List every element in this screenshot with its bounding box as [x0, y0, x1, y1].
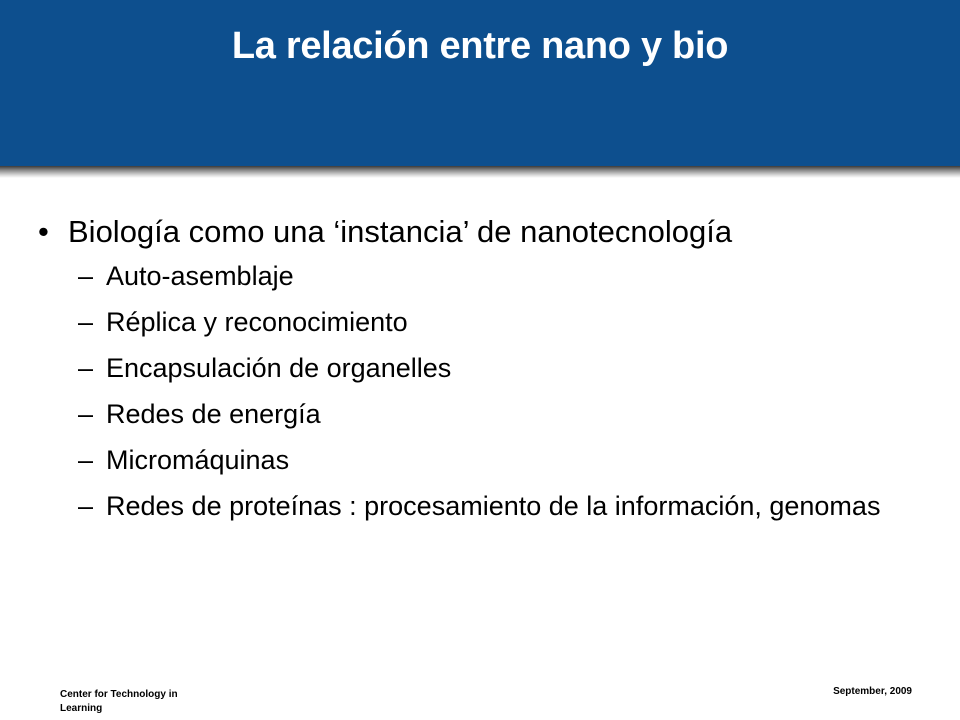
- main-bullet-text: Biología como una ‘instancia’ de nanotecnología: [68, 214, 733, 249]
- sub-bullet-item: [78, 350, 918, 386]
- footer-organization: Center for Technology in Learning: [60, 689, 178, 714]
- sub-bullet-item: [78, 442, 918, 478]
- sub-bullet-item: [78, 488, 918, 524]
- footer-date: September, 2009: [833, 686, 912, 697]
- sub-bullet-text: Micromáquinas: [106, 445, 290, 475]
- sub-bullet-item: [78, 396, 918, 432]
- sub-bullet-text: Redes de proteínas : procesamiento de la información, genomas: [106, 491, 881, 521]
- sub-bullet-text: Redes de energía: [106, 399, 321, 429]
- sub-bullet-list: [38, 258, 918, 524]
- slide-title: La relación entre nano y bio: [231, 25, 729, 67]
- sub-bullet-text: Réplica y reconocimiento: [106, 307, 408, 337]
- sub-bullet-text: Encapsulación de organelles: [106, 353, 452, 383]
- dash-marker: –: [78, 491, 94, 521]
- title-bar-shadow: [0, 166, 960, 178]
- slide-content: [38, 212, 918, 534]
- dash-marker: –: [78, 353, 94, 383]
- sub-bullet-text: Auto-asemblaje: [106, 261, 294, 291]
- dash-marker: –: [78, 307, 94, 337]
- dash-marker: –: [78, 399, 94, 429]
- dash-marker: –: [78, 445, 94, 475]
- dash-marker: –: [78, 261, 94, 291]
- sub-bullet-item: [78, 258, 918, 294]
- sub-bullet-item: [78, 304, 918, 340]
- bullet-marker: •: [38, 214, 49, 249]
- main-bullet: [38, 212, 918, 252]
